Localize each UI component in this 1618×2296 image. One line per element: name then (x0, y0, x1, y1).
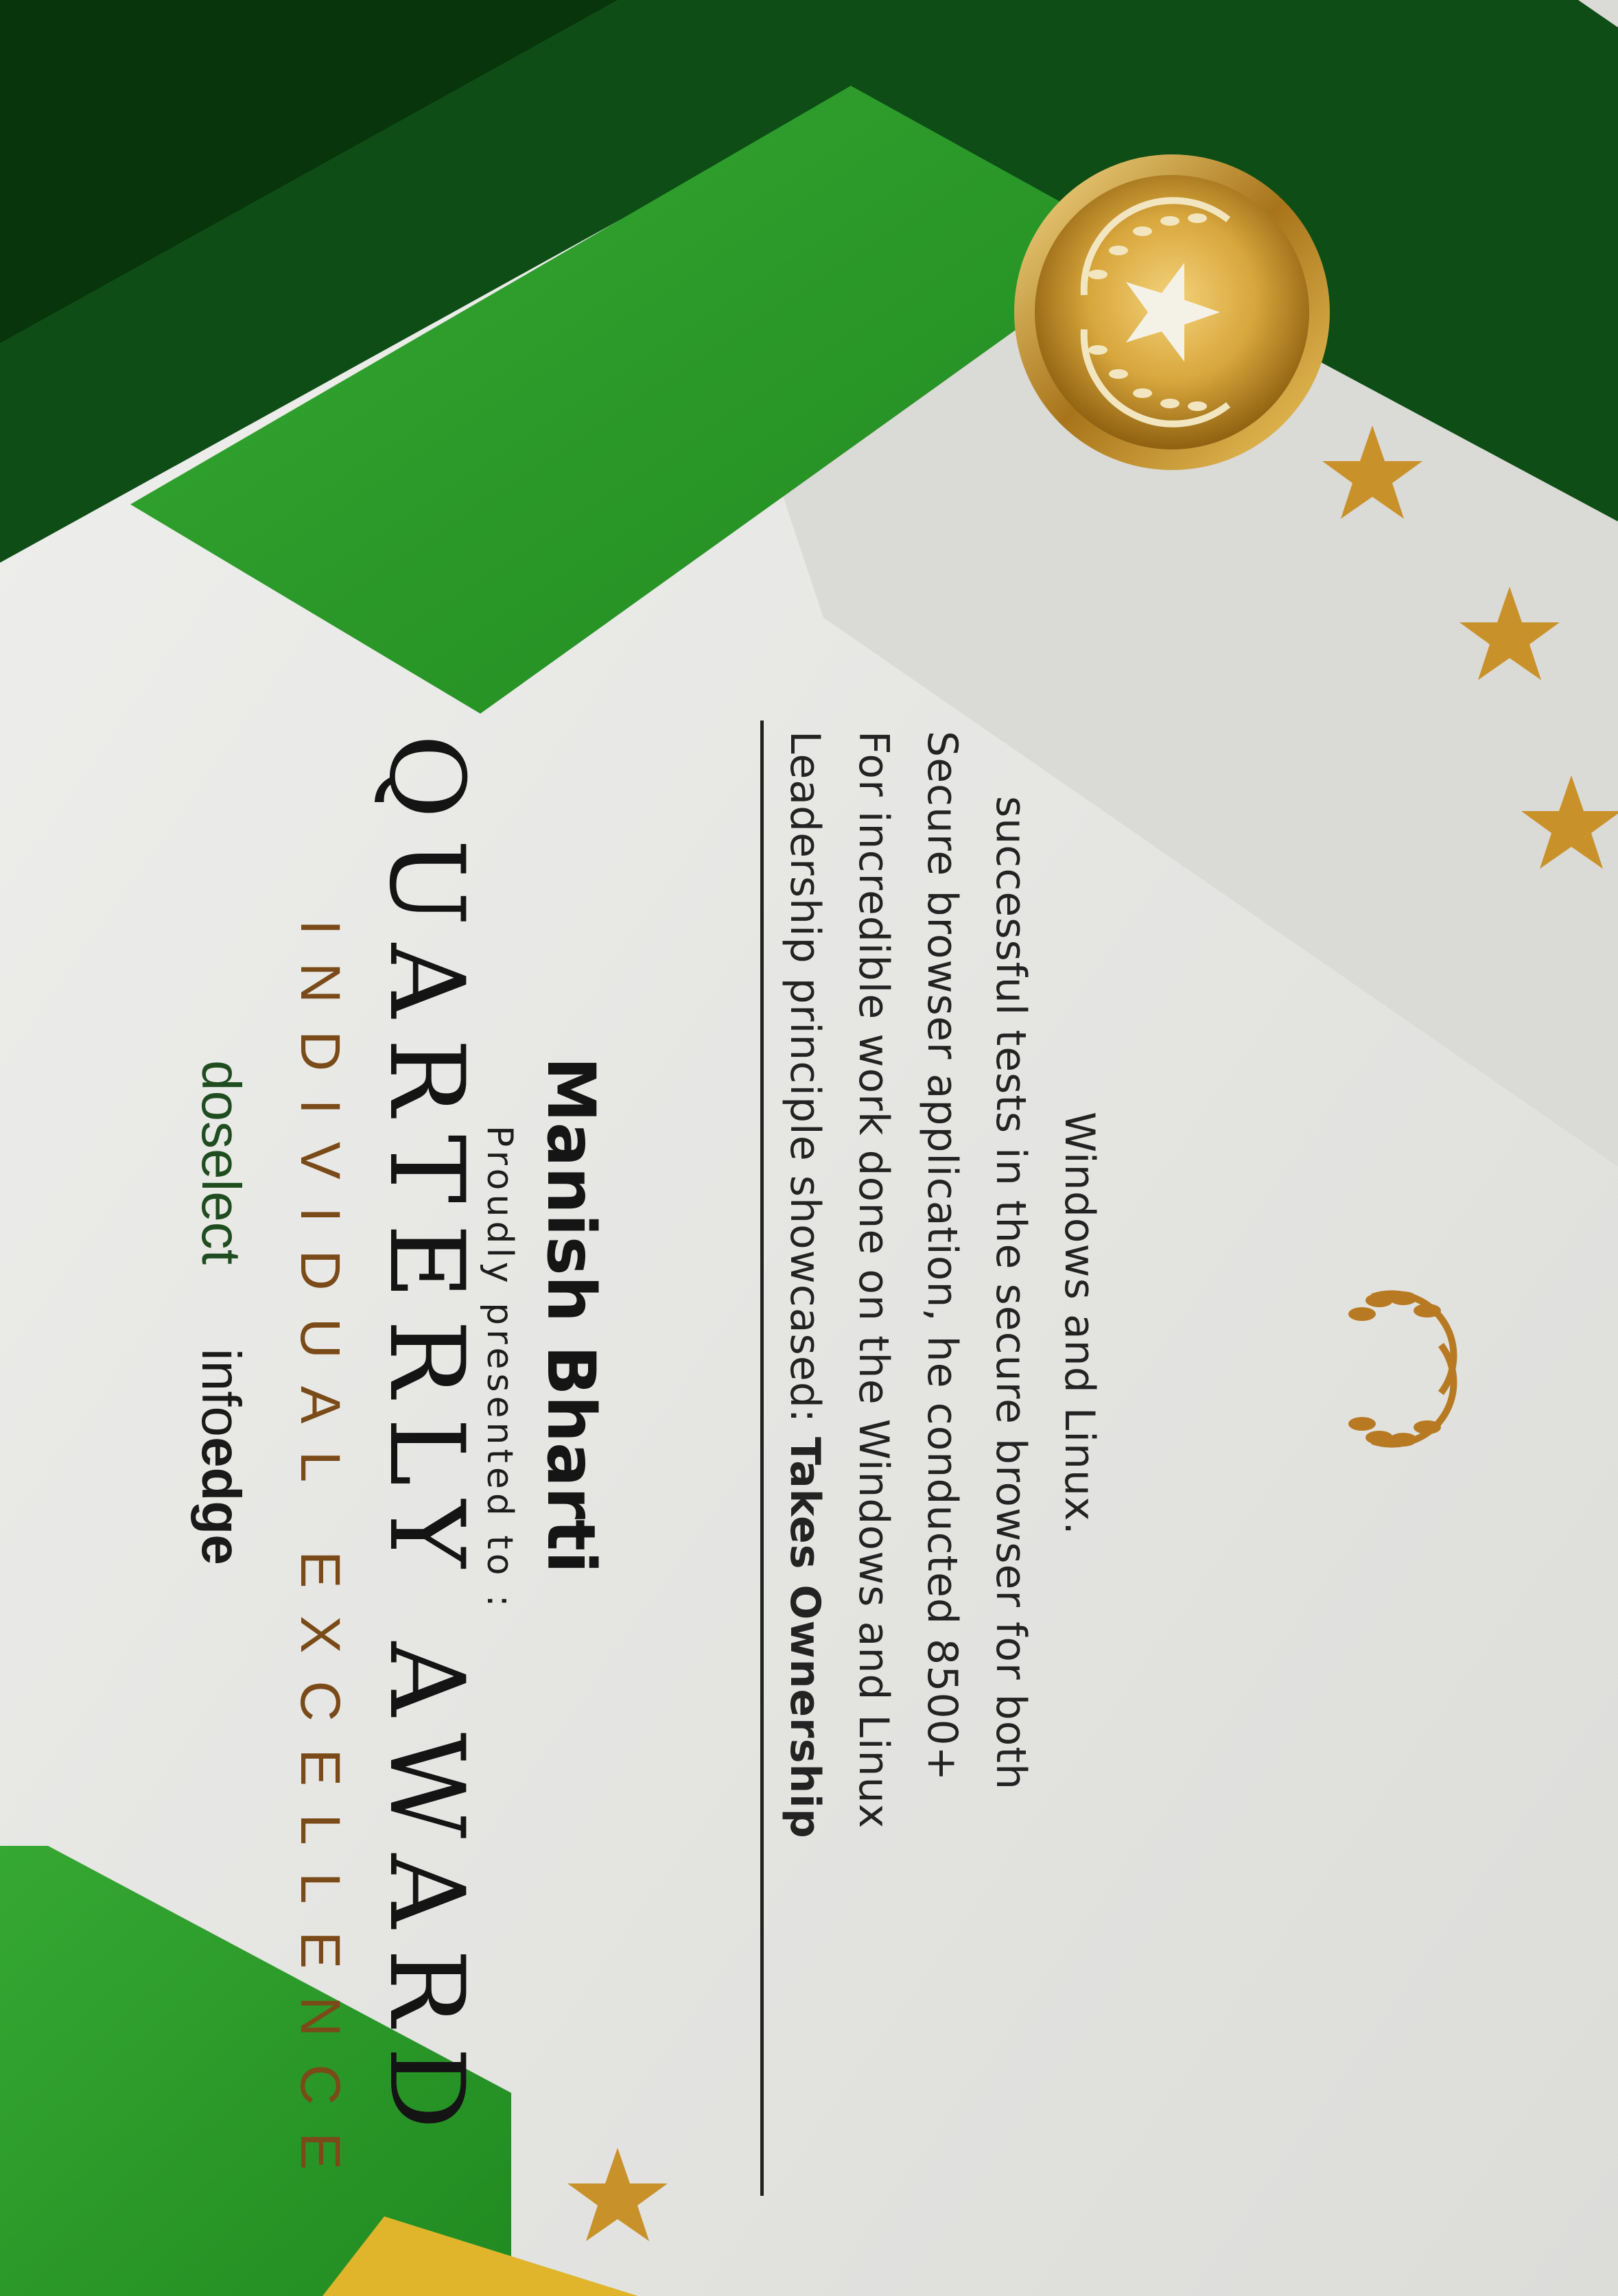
citation-line-2: For incredible work done on the Windows and Linux (849, 731, 898, 1829)
citation-line-1 (781, 731, 829, 1839)
infoedge-logo (189, 1348, 253, 1565)
citation-principle: Takes Ownership (781, 1437, 829, 1839)
divider-line (760, 721, 764, 2196)
doselect-logo: doselect (191, 1060, 252, 1265)
citation-prefix: Leadership principle showcased: (781, 731, 829, 1438)
citation-line-5: Windows and Linux. (1055, 1112, 1103, 1536)
award-title: QUARTERLY AWARD (366, 734, 486, 2151)
infoedge-logo-light: info (191, 1348, 252, 1437)
infoedge-logo-bold: edge (191, 1436, 252, 1565)
citation-line-4: successful tests in the secure browser for both (987, 796, 1035, 1791)
recipient-name: Manish Bharti (532, 1057, 609, 1573)
citation-line-3: Secure browser application, he conducted 8500+ (918, 731, 966, 1781)
presented-label: Proudly presented to : (479, 1125, 520, 1611)
award-subtitle: INDIVIDUAL EXCELLENCE (289, 919, 351, 2198)
